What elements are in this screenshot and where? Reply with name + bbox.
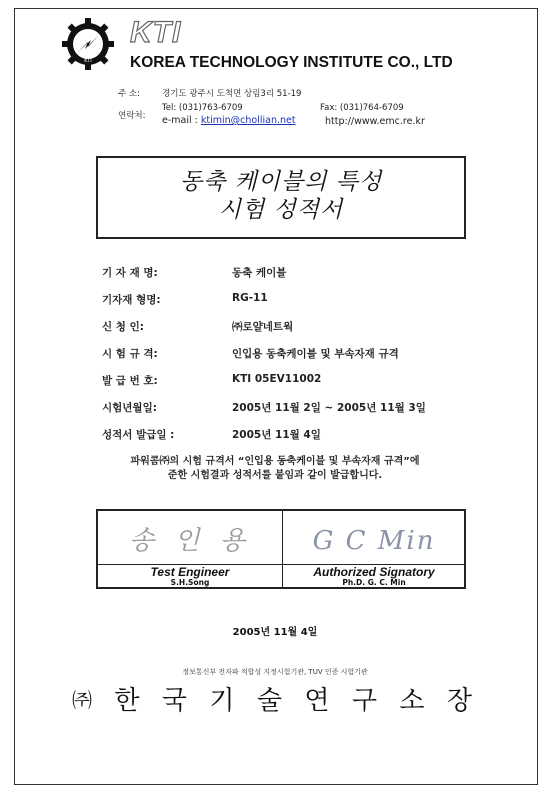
statement-line-1: 파워콤㈜의 시험 규격서 “인입용 동축케이블 및 부속자재 규격”에 (130, 456, 420, 467)
statement-line-2: 준한 시험결과 성적서를 붙임과 같이 발급합니다. (167, 470, 383, 481)
kti-gear-logo-icon (60, 16, 116, 72)
title-line-2: 시험 성적서 (218, 197, 344, 223)
kti-wordmark: KTI (130, 16, 182, 49)
svg-text:송 인 용: 송 인 용 (129, 526, 251, 556)
gear-label: KTI (84, 58, 92, 64)
engineer-signature-area (98, 511, 282, 565)
field-label-issue-number: 발 급 번 호: (102, 375, 158, 387)
field-value-report-date: 2005년 11월 4일 (232, 429, 321, 441)
signatory-title: Authorized Signatory (313, 565, 435, 579)
signature-table (96, 509, 466, 589)
signatory-signature-cell (282, 511, 466, 587)
website-link[interactable]: http://www.emc.re.kr (325, 116, 425, 127)
field-label-equipment: 기 자 재 명: (102, 267, 158, 279)
institute-char: 구 (351, 686, 377, 716)
accreditation-note: 정보통신부 전자파 적합성 지정시험기관, TUV 인증 시험기관 (182, 668, 368, 676)
field-label-applicant: 신 청 인: (102, 321, 144, 333)
signatory-signature-area (282, 511, 466, 565)
report-title-box (96, 156, 466, 239)
field-label-test-date: 시험년월일: (102, 402, 157, 414)
field-value-standard: 인입용 동축케이블 및 부속자재 규격 (232, 348, 399, 360)
title-line-1: 동축 케이블의 특성 (179, 169, 383, 195)
engineer-signature-cell (98, 511, 283, 587)
institute-prefix: ㈜ (72, 688, 92, 712)
field-label-report-date: 성적서 발급일 : (102, 429, 175, 441)
field-value-model: RG-11 (232, 292, 268, 304)
field-value-equipment: 동축 케이블 (232, 267, 287, 279)
field-label-model: 기자재 형명: (102, 294, 161, 306)
institute-char: 소 (399, 686, 425, 716)
institute-name (72, 680, 472, 717)
tel-value: Tel: (031)763-6709 (162, 103, 243, 113)
address-label: 주 소: (118, 89, 140, 99)
institute-char: 연 (304, 686, 330, 716)
field-label-standard: 시 험 규 격: (102, 348, 158, 360)
email-prefix: e-mail : (162, 115, 198, 126)
contact-label: 연락처: (118, 111, 146, 121)
institute-char: 국 (161, 686, 187, 716)
institute-char: 기 (209, 686, 235, 716)
svg-text:G C Min: G C Min (312, 526, 436, 556)
engineer-name: S.H.Song (170, 578, 210, 587)
engineer-signature (98, 511, 282, 564)
field-value-issue-number: KTI 05EV11002 (232, 373, 322, 385)
field-value-test-date: 2005년 11월 2일 ~ 2005년 11월 3일 (232, 402, 426, 414)
fax-value: Fax: (031)764-6709 (320, 103, 404, 113)
signatory-signature (282, 511, 464, 564)
company-name: KOREA TECHNOLOGY INSTITUTE CO., LTD (130, 54, 453, 71)
institute-char: 술 (256, 686, 282, 716)
email-line (162, 115, 296, 126)
engineer-title: Test Engineer (150, 565, 230, 579)
institute-char: 한 (114, 686, 140, 716)
address-value: 경기도 광주시 도척면 상림3리 51-19 (162, 89, 302, 99)
signatory-name: Ph.D. G. C. Min (342, 578, 406, 587)
field-value-applicant: ㈜로얄네트웍 (232, 321, 294, 333)
institute-char: 장 (446, 686, 472, 716)
email-link[interactable]: ktimin@chollian.net (200, 115, 296, 126)
issue-date: 2005년 11월 4일 (232, 627, 318, 638)
